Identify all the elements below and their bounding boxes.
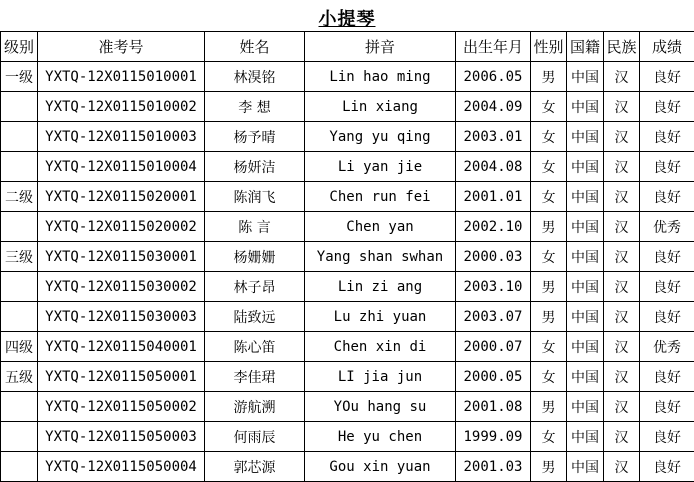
cell-birth: 2003.07 — [456, 302, 531, 332]
cell-nationality: 中国 — [567, 392, 604, 422]
table-row — [1, 452, 694, 482]
cell-birth: 1999.09 — [456, 422, 531, 452]
cell-name: 陈心笛 — [205, 332, 305, 362]
cell-name: 陈润飞 — [205, 182, 305, 212]
sheet-title: 小提琴 — [319, 5, 376, 31]
cell-birth: 2003.10 — [456, 272, 531, 302]
cell-gender: 女 — [531, 332, 567, 362]
table-row — [1, 272, 694, 302]
table-row — [1, 212, 694, 242]
cell-grade: 优秀 — [640, 212, 694, 242]
cell-level — [1, 452, 38, 482]
cell-ethnicity: 汉 — [604, 212, 640, 242]
cell-name: 杨予晴 — [205, 122, 305, 152]
table-row — [1, 392, 694, 422]
cell-ethnicity: 汉 — [604, 362, 640, 392]
header-pinyin: 拼音 — [305, 32, 456, 62]
cell-level: 二级 — [1, 182, 38, 212]
cell-grade: 优秀 — [640, 332, 694, 362]
header-gender: 性别 — [531, 32, 567, 62]
cell-ethnicity: 汉 — [604, 332, 640, 362]
cell-ethnicity: 汉 — [604, 302, 640, 332]
cell-birth: 2003.01 — [456, 122, 531, 152]
cell-ethnicity: 汉 — [604, 122, 640, 152]
table-row — [1, 362, 694, 392]
cell-level — [1, 422, 38, 452]
header-birth: 出生年月 — [456, 32, 531, 62]
cell-nationality: 中国 — [567, 422, 604, 452]
cell-name: 李 想 — [205, 92, 305, 122]
cell-name: 陈 言 — [205, 212, 305, 242]
header-nationality: 国籍 — [567, 32, 604, 62]
cell-name: 林子昂 — [205, 272, 305, 302]
table-row — [1, 242, 694, 272]
cell-gender: 男 — [531, 452, 567, 482]
cell-level — [1, 272, 38, 302]
cell-ethnicity: 汉 — [604, 182, 640, 212]
cell-exam-id: YXTQ-12X0115010002 — [38, 92, 205, 122]
cell-exam-id: YXTQ-12X0115020001 — [38, 182, 205, 212]
roster-table — [0, 31, 694, 482]
table-row — [1, 62, 694, 92]
cell-gender: 男 — [531, 272, 567, 302]
cell-exam-id: YXTQ-12X0115010003 — [38, 122, 205, 152]
table-row — [1, 182, 694, 212]
cell-gender: 女 — [531, 422, 567, 452]
cell-grade: 良好 — [640, 122, 694, 152]
table-body — [1, 62, 694, 482]
cell-pinyin: Lin zi ang — [305, 272, 456, 302]
cell-level: 四级 — [1, 332, 38, 362]
cell-grade: 良好 — [640, 422, 694, 452]
cell-birth: 2004.08 — [456, 152, 531, 182]
cell-name: 陆致远 — [205, 302, 305, 332]
cell-gender: 女 — [531, 122, 567, 152]
cell-ethnicity: 汉 — [604, 452, 640, 482]
header-level: 级别 — [1, 32, 38, 62]
cell-nationality: 中国 — [567, 62, 604, 92]
cell-level: 一级 — [1, 62, 38, 92]
header-grade: 成绩 — [640, 32, 694, 62]
cell-ethnicity: 汉 — [604, 152, 640, 182]
cell-pinyin: Gou xin yuan — [305, 452, 456, 482]
cell-birth: 2000.07 — [456, 332, 531, 362]
cell-ethnicity: 汉 — [604, 92, 640, 122]
cell-name: 林湨铭 — [205, 62, 305, 92]
cell-name: 李佳珺 — [205, 362, 305, 392]
cell-name: 郭芯源 — [205, 452, 305, 482]
table-row — [1, 332, 694, 362]
cell-exam-id: YXTQ-12X0115030003 — [38, 302, 205, 332]
cell-pinyin: Yang shan swhan — [305, 242, 456, 272]
cell-birth: 2000.03 — [456, 242, 531, 272]
cell-gender: 男 — [531, 392, 567, 422]
cell-birth: 2002.10 — [456, 212, 531, 242]
table-row — [1, 152, 694, 182]
cell-exam-id: YXTQ-12X0115050004 — [38, 452, 205, 482]
cell-grade: 良好 — [640, 62, 694, 92]
cell-birth: 2001.08 — [456, 392, 531, 422]
cell-pinyin: LI jia jun — [305, 362, 456, 392]
cell-nationality: 中国 — [567, 332, 604, 362]
cell-ethnicity: 汉 — [604, 422, 640, 452]
cell-pinyin: Chen yan — [305, 212, 456, 242]
cell-birth: 2001.03 — [456, 452, 531, 482]
cell-exam-id: YXTQ-12X0115050001 — [38, 362, 205, 392]
cell-pinyin: Lin hao ming — [305, 62, 456, 92]
title-row — [0, 0, 694, 31]
cell-level — [1, 92, 38, 122]
cell-level — [1, 302, 38, 332]
cell-ethnicity: 汉 — [604, 62, 640, 92]
cell-name: 杨妍洁 — [205, 152, 305, 182]
cell-nationality: 中国 — [567, 212, 604, 242]
cell-nationality: 中国 — [567, 122, 604, 152]
cell-ethnicity: 汉 — [604, 242, 640, 272]
cell-level — [1, 392, 38, 422]
cell-grade: 良好 — [640, 362, 694, 392]
cell-level: 三级 — [1, 242, 38, 272]
cell-pinyin: Yang yu qing — [305, 122, 456, 152]
cell-nationality: 中国 — [567, 242, 604, 272]
header-row — [1, 32, 694, 62]
cell-birth: 2001.01 — [456, 182, 531, 212]
cell-birth: 2006.05 — [456, 62, 531, 92]
cell-nationality: 中国 — [567, 182, 604, 212]
cell-level: 五级 — [1, 362, 38, 392]
cell-grade: 良好 — [640, 182, 694, 212]
cell-name: 游航溯 — [205, 392, 305, 422]
cell-nationality: 中国 — [567, 302, 604, 332]
cell-gender: 男 — [531, 302, 567, 332]
cell-birth: 2004.09 — [456, 92, 531, 122]
cell-grade: 良好 — [640, 242, 694, 272]
cell-pinyin: Lin xiang — [305, 92, 456, 122]
table-row — [1, 92, 694, 122]
cell-name: 何雨辰 — [205, 422, 305, 452]
table-row — [1, 122, 694, 152]
cell-pinyin: Chen xin di — [305, 332, 456, 362]
cell-nationality: 中国 — [567, 272, 604, 302]
cell-pinyin: Lu zhi yuan — [305, 302, 456, 332]
cell-grade: 良好 — [640, 272, 694, 302]
cell-birth: 2000.05 — [456, 362, 531, 392]
cell-nationality: 中国 — [567, 152, 604, 182]
cell-gender: 女 — [531, 362, 567, 392]
cell-grade: 良好 — [640, 92, 694, 122]
cell-exam-id: YXTQ-12X0115050003 — [38, 422, 205, 452]
cell-nationality: 中国 — [567, 452, 604, 482]
cell-level — [1, 152, 38, 182]
cell-name: 杨姗姗 — [205, 242, 305, 272]
cell-exam-id: YXTQ-12X0115030002 — [38, 272, 205, 302]
cell-nationality: 中国 — [567, 362, 604, 392]
cell-grade: 良好 — [640, 152, 694, 182]
header-exam-id: 准考号 — [38, 32, 205, 62]
cell-gender: 女 — [531, 92, 567, 122]
cell-gender: 女 — [531, 182, 567, 212]
cell-ethnicity: 汉 — [604, 272, 640, 302]
cell-exam-id: YXTQ-12X0115010001 — [38, 62, 205, 92]
cell-pinyin: Li yan jie — [305, 152, 456, 182]
cell-pinyin: Chen run fei — [305, 182, 456, 212]
cell-gender: 男 — [531, 212, 567, 242]
cell-pinyin: He yu chen — [305, 422, 456, 452]
header-name: 姓名 — [205, 32, 305, 62]
cell-exam-id: YXTQ-12X0115020002 — [38, 212, 205, 242]
cell-gender: 男 — [531, 62, 567, 92]
cell-pinyin: YOu hang su — [305, 392, 456, 422]
cell-exam-id: YXTQ-12X0115010004 — [38, 152, 205, 182]
cell-exam-id: YXTQ-12X0115030001 — [38, 242, 205, 272]
cell-exam-id: YXTQ-12X0115050002 — [38, 392, 205, 422]
cell-level — [1, 122, 38, 152]
cell-exam-id: YXTQ-12X0115040001 — [38, 332, 205, 362]
header-ethnicity: 民族 — [604, 32, 640, 62]
cell-gender: 女 — [531, 152, 567, 182]
cell-gender: 女 — [531, 242, 567, 272]
cell-level — [1, 212, 38, 242]
cell-ethnicity: 汉 — [604, 392, 640, 422]
table-row — [1, 302, 694, 332]
table-row — [1, 422, 694, 452]
cell-grade: 良好 — [640, 392, 694, 422]
cell-nationality: 中国 — [567, 92, 604, 122]
cell-grade: 良好 — [640, 452, 694, 482]
cell-grade: 良好 — [640, 302, 694, 332]
